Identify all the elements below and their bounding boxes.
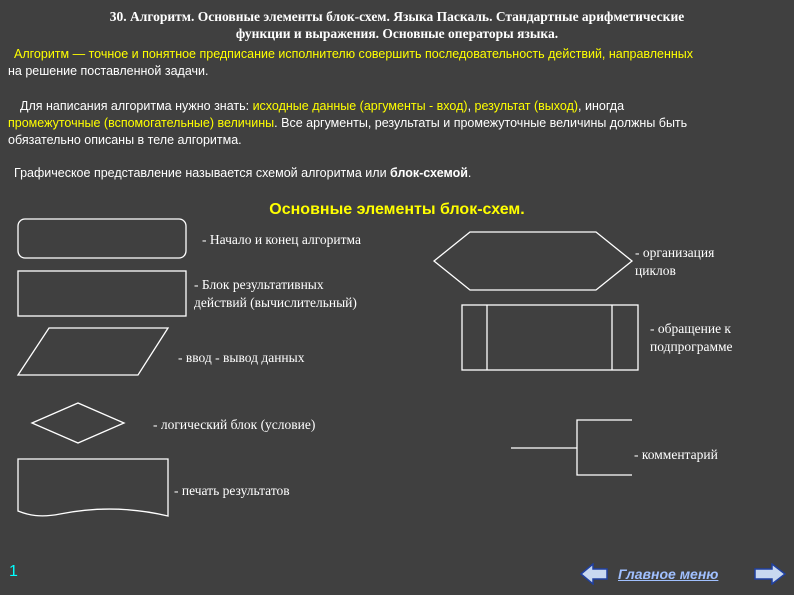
- subroutine-label: [650, 320, 733, 356]
- definition-line-2: на решение поставленной задачи.: [8, 64, 209, 78]
- subroutine-label-line-1: - обращение к: [650, 321, 731, 336]
- title-line-2: функции и выражения. Основные операторы языка.: [235, 26, 559, 41]
- requirements-text-c: ,: [467, 99, 475, 113]
- process-shape: [18, 271, 186, 316]
- page-number: 1: [9, 563, 18, 580]
- section-heading: Основные элементы блок-схем.: [269, 201, 525, 218]
- main-menu-link[interactable]: Главное меню: [618, 566, 719, 582]
- decision-shape: [32, 403, 124, 443]
- loop-label-line-1: - организация: [635, 245, 715, 260]
- process-label-line-1: - Блок результативных: [194, 277, 324, 292]
- flowchart-text-c: .: [467, 166, 472, 180]
- requirements-result: результат (выход): [474, 99, 579, 113]
- comment-label: - комментарий: [634, 447, 718, 462]
- flowchart-term: блок-схемой: [390, 166, 468, 180]
- print-shape: [18, 459, 168, 516]
- process-label: [194, 276, 357, 312]
- comment-bracket: [577, 420, 632, 475]
- arrow-left-icon: [580, 563, 608, 585]
- requirements-text-e: , иногда: [578, 99, 625, 113]
- process-label-line-2: действий (вычислительный): [194, 295, 357, 310]
- io-shape: [18, 328, 168, 375]
- loop-label-line-2: циклов: [635, 263, 676, 278]
- requirements-text-a: Для написания алгоритма нужно знать:: [20, 99, 253, 113]
- io-label: - ввод - вывод данных: [178, 350, 305, 365]
- requirements-text-g: . Все аргументы, результаты и промежуточные величины должны быть: [274, 116, 688, 130]
- start-end-label: - Начало и конец алгоритма: [202, 232, 361, 247]
- decision-label: - логический блок (условие): [153, 417, 316, 432]
- requirements-text-h: обязательно описаны в теле алгоритма.: [8, 133, 242, 147]
- arrow-right-icon: [754, 563, 786, 585]
- prev-button[interactable]: [580, 563, 608, 590]
- loop-shape: [434, 232, 632, 290]
- title-line-1: 30. Алгоритм. Основные элементы блок-схем. Языка Паскаль. Стандартные арифметические: [109, 9, 685, 24]
- flowchart-text-a: Графическое представление называется схемой алгоритма или: [14, 166, 391, 180]
- loop-label: [635, 244, 714, 280]
- print-label: - печать результатов: [174, 483, 290, 498]
- requirements-intermediate: промежуточные (вспомогательные) величины: [8, 116, 275, 130]
- definition-line-1: Алгоритм — точное и понятное предписание исполнителю совершить последовательность действий, направленных: [14, 47, 694, 61]
- next-button[interactable]: [754, 563, 786, 590]
- subroutine-label-line-2: подпрограмме: [650, 339, 733, 354]
- requirements-inputs: исходные данные (аргументы - вход): [252, 99, 468, 113]
- start-end-shape: [18, 219, 186, 258]
